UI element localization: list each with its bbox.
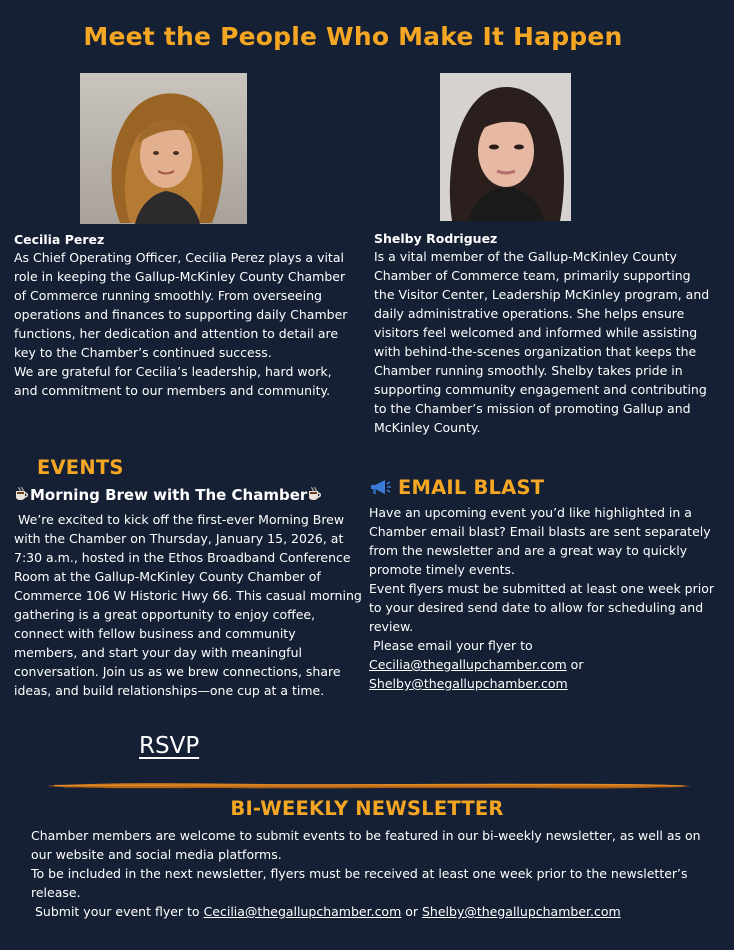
cecilia-bio bbox=[14, 232, 354, 400]
page-title: Meet the People Who Make It Happen bbox=[83, 22, 623, 51]
cecilia-photo bbox=[80, 73, 247, 224]
email-blast-heading-row bbox=[369, 476, 544, 500]
events-heading: EVENTS bbox=[37, 456, 124, 479]
cecilia-bio-para-2: We are grateful for Cecilia’s leadership, hard work, and commitment to our members and community. bbox=[14, 364, 332, 398]
email-blast-body bbox=[369, 503, 719, 693]
shelby-name: Shelby Rodriguez bbox=[374, 231, 498, 246]
shelby-bio-para-1: Is a vital member of the Gallup-McKinley County Chamber of Commerce team, primarily supporting the Visitor Center, Leadership McKinley program, and daily administrative operations. She helps ensure visitors feel welcomed and informed while assisting with behind-the-scenes organization that keeps the Chamber running smoothly. Shelby takes pride in supporting community engagement and contributing to the Chamber’s mission of promoting Gallup and McKinley County. bbox=[374, 249, 710, 435]
email-blast-para-1: Have an upcoming event you’d like highlighted in a Chamber email blast? Email blasts are sent separately from the newsletter and are a great way to quickly promote timely events. bbox=[369, 505, 711, 577]
email-link-cecilia[interactable]: Cecilia@thegallupchamber.com bbox=[369, 657, 567, 672]
rsvp-link[interactable]: RSVP bbox=[139, 733, 200, 759]
coffee-cup-icon bbox=[14, 486, 30, 506]
email-blast-para-2: Event flyers must be submitted at least one week prior to your desired send date to allow for scheduling and review. bbox=[369, 581, 715, 634]
newsletter-para-2: To be included in the next newsletter, flyers must be received at least one week prior to the newsletter’s release. bbox=[31, 866, 688, 900]
coffee-cup-icon bbox=[307, 486, 323, 506]
event-title: Morning Brew with The Chamber bbox=[30, 486, 308, 504]
megaphone-icon bbox=[369, 477, 391, 500]
section-divider bbox=[44, 778, 694, 792]
email-link-shelby[interactable]: Shelby@thegallupchamber.com bbox=[369, 676, 568, 691]
shelby-bio bbox=[374, 231, 714, 437]
event-description: We’re excited to kick off the first-ever Morning Brew with the Chamber on Thursday, January 15, 2026, at 7:30 a.m., hosted in the Ethos Broadband Conference Room at the Gallup-McKinley County Chamber of Commerce 106 W Historic Hwy 66. This casual morning gathering is a great opportunity to enjoy coffee, connect with fellow business and community members, and start your day with meaningful conversation. Join us as we brew connections, share ideas, and build relationships—one cup at a time. bbox=[14, 512, 366, 698]
newsletter-para-1: Chamber members are welcome to submit events to be featured in our bi-weekly newsletter, as well as on our website and social media platforms. bbox=[31, 828, 701, 862]
or-text: or bbox=[566, 657, 584, 672]
newsletter-email-cecilia[interactable]: Cecilia@thegallupchamber.com bbox=[203, 904, 402, 919]
email-blast-heading: EMAIL BLAST bbox=[398, 476, 545, 499]
newsletter-para-3: Submit your event flyer to bbox=[31, 904, 204, 919]
cecilia-name: Cecilia Perez bbox=[14, 232, 105, 247]
cecilia-bio-para-1: As Chief Operating Officer, Cecilia Perez plays a vital role in keeping the Gallup-McKinley County Chamber of Commerce running smoothly. From overseeing operations and finances to supporting daily Chamber functions, her dedication and attention to detail are key to the Chamber’s continued success. bbox=[14, 250, 348, 360]
newsletter-email-shelby[interactable]: Shelby@thegallupchamber.com bbox=[422, 904, 621, 919]
event-title-row bbox=[14, 486, 323, 506]
newsletter-or-text: or bbox=[401, 904, 422, 919]
email-blast-para-3: Please email your flyer to bbox=[369, 638, 533, 653]
shelby-photo bbox=[440, 73, 571, 221]
newsletter-heading: BI-WEEKLY NEWSLETTER bbox=[230, 797, 504, 820]
newsletter-body bbox=[31, 826, 711, 921]
